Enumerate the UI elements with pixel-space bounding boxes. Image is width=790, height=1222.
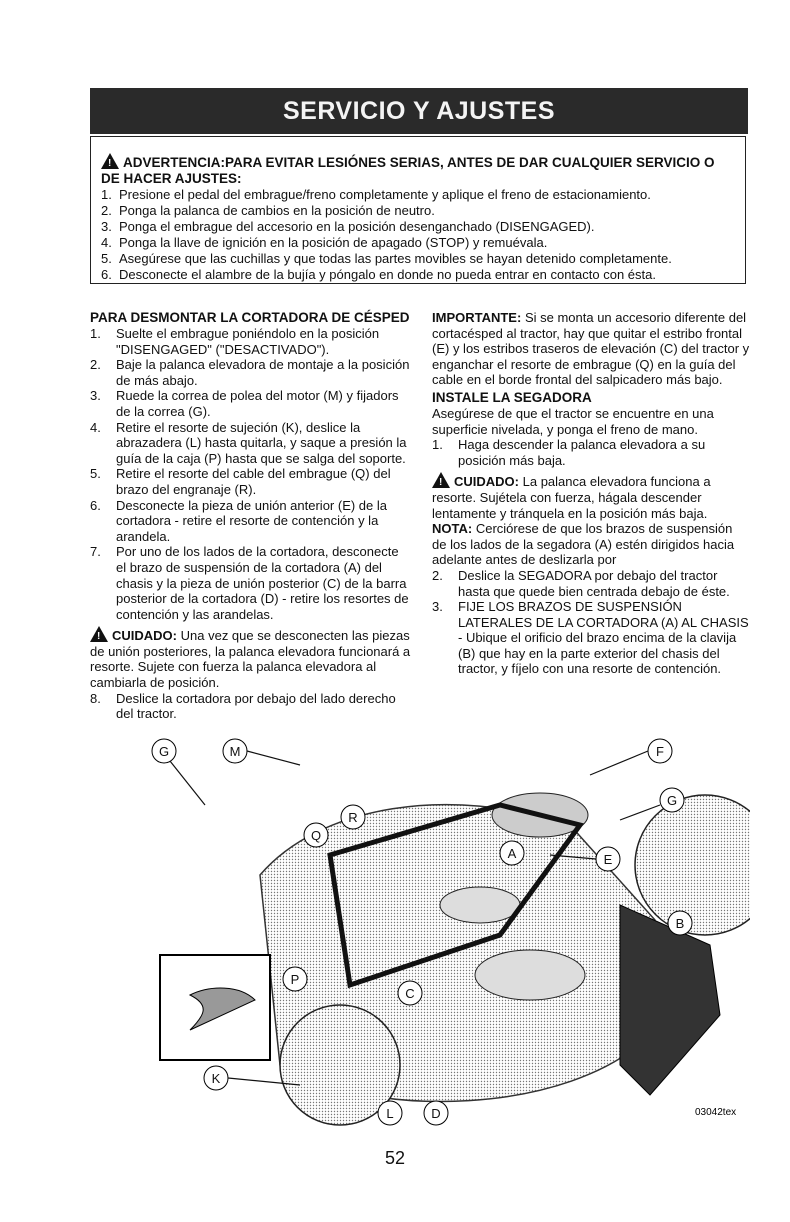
pulley-shape <box>475 950 585 1000</box>
list-item: 5. Retire el resorte del cable del embrague (Q) del brazo del engranaje (R). <box>90 466 391 497</box>
callout-f <box>648 739 672 763</box>
svg-text:K: K <box>211 1071 221 1086</box>
list-item: 1. Presione el pedal del embrague/freno completamente y aplique el freno de estacionamiento. <box>101 187 651 202</box>
mower-deck-diagram <box>150 735 750 1130</box>
warning-box <box>90 136 746 284</box>
list-item: 6. Desconecte la pieza de unión anterior (E) de la cortadora - retire el resorte de contención y la arandela. <box>90 497 387 544</box>
callout-q <box>304 823 328 847</box>
list-item: 2. Ponga la palanca de cambios en la posición de neutro. <box>101 203 435 218</box>
list-item: 2. Baje la palanca elevadora de montaje a la posición de más abajo. <box>90 357 410 388</box>
caution-note: !CUIDADO: La palanca elevadora funciona a resorte. Sujétela con fuerza, hágala descender lentamente y tránquela en la posición más baja. <box>432 472 750 521</box>
svg-text:D: D <box>431 1106 441 1121</box>
list-item: 8. Deslice la cortadora por debajo del lado derecho del tractor. <box>90 690 396 722</box>
list-item: 3. Ponga el embrague del accesorio en la posición desenganchado (DISENGAGED). <box>101 219 595 234</box>
section-heading: INSTALE LA SEGADORA <box>432 389 592 405</box>
section-banner <box>90 88 748 134</box>
svg-text:A: A <box>507 846 517 861</box>
callout-e <box>596 847 620 871</box>
svg-text:G: G <box>666 793 678 808</box>
svg-text:R: R <box>348 810 358 825</box>
warning-icon <box>432 472 450 488</box>
list-item: 4. Retire el resorte de sujeción (K), deslice la abrazadera (L) hasta quitarla, y saque a presión la guía de la caja (P) hasta que se salga del soporte. <box>90 419 407 466</box>
caution-note: !CUIDADO: Una vez que se desconecten las piezas de unión posteriores, la palanca elevadora funcionará a resorte. Sujete con fuerza la palanca elevadora al cambiarla de posición. <box>90 626 412 690</box>
svg-text:G: G <box>158 744 170 759</box>
list-item: 1. Suelte el embrague poniéndolo en la posición "DISENGAGED" ("DESACTIVADO"). <box>90 326 380 357</box>
install-steps <box>432 437 750 468</box>
nota-note: NOTA: Cerciórese de que los brazos de suspensión de los lados de la segadora (A) estén dirigidos hacia adelante antes de deslizarla por <box>432 521 735 568</box>
page-title: SERVICIO Y AJUSTES <box>282 96 556 125</box>
warning-title: !ADVERTENCIA:PARA EVITAR LESIÓNES SERIAS, ANTES DE DAR CUALQUIER SERVICIO O DE HACER AJUSTES: <box>101 153 735 187</box>
callout-k <box>204 1066 228 1090</box>
callout-g2 <box>660 788 684 812</box>
section-heading: PARA DESMONTAR LA CORTADORA DE CÉSPED <box>90 310 410 325</box>
list-item: 6. Desconecte el alambre de la bujía y póngalo en donde no pueda entrar en contacto con ésta. <box>101 267 656 282</box>
left-column <box>90 310 412 722</box>
pulley-shape <box>440 887 520 923</box>
right-column <box>432 310 750 677</box>
callout-l <box>378 1101 402 1125</box>
svg-text:F: F <box>656 744 664 759</box>
svg-text:L: L <box>386 1106 394 1121</box>
svg-text:M: M <box>229 744 241 759</box>
warning-icon <box>101 153 119 169</box>
warning-icon <box>90 626 108 642</box>
svg-text:P: P <box>290 972 300 987</box>
callout-d <box>424 1101 448 1125</box>
callout-m <box>223 739 247 763</box>
callout-a <box>500 841 524 865</box>
callout-c <box>398 981 422 1005</box>
warning-list <box>101 187 735 283</box>
callout-b <box>668 911 692 935</box>
callout-p <box>283 967 307 991</box>
intro-text: Asegúrese de que el tractor se encuentre en una superficie nivelada, y ponga el freno de mano. <box>432 405 714 437</box>
svg-text:E: E <box>603 852 613 867</box>
callout-g1 <box>152 739 176 763</box>
detail-circle <box>635 795 750 935</box>
svg-text:Q: Q <box>310 828 322 843</box>
svg-text:B: B <box>675 916 685 931</box>
removal-steps-cont <box>90 691 412 722</box>
list-item: 5. Asegúrese que las cuchillas y que todas las partes movibles se hayan detenido completamente. <box>101 251 672 266</box>
install-steps-cont <box>432 568 750 677</box>
figure-code: 03042tex <box>695 1107 737 1118</box>
list-item: 2. Deslice la SEGADORA por debajo del tractor hasta que quede bien centrada debajo de éste. <box>432 567 730 599</box>
list-item: 3. FIJE LOS BRAZOS DE SUSPENSIÓN LATERALES DE LA CORTADORA (A) AL CHASIS - Ubique el orificio del brazo encima de la clavija (B) que hay en la parte exterior del chasis del tractor, y fíjelo con una resorte de contención. <box>432 599 749 677</box>
important-note: IMPORTANTE: Si se monta un accesorio diferente del cortacésped al tractor, hay que quitar el estribo frontal (E) y los estribos traseros de elevación (C) del tractor y enganchar el resorte de embrague (Q) en la guía del cable en el borde frontal del salpicadero más bajo. <box>432 310 750 388</box>
removal-steps <box>90 326 412 622</box>
callout-r <box>341 805 365 829</box>
svg-text:C: C <box>405 986 415 1001</box>
list-item: 3. Ruede la correa de polea del motor (M) y fijadors de la correa (G). <box>90 388 399 419</box>
list-item: 1. Haga descender la palanca elevadora a su posición más baja. <box>432 437 706 468</box>
list-item: 7. Por uno de los lados de la cortadora, desconecte el brazo de suspensión de la cortadora (A) del chasis y la pieza de unión posterior (C) de la barra posterior de la cortadora (D) - retire los resortes de contención y las arandelas. <box>90 544 409 622</box>
page-number: 52 <box>384 1148 406 1168</box>
list-item: 4. Ponga la llave de ignición en la posición de apagado (STOP) y remuévala. <box>101 235 548 250</box>
